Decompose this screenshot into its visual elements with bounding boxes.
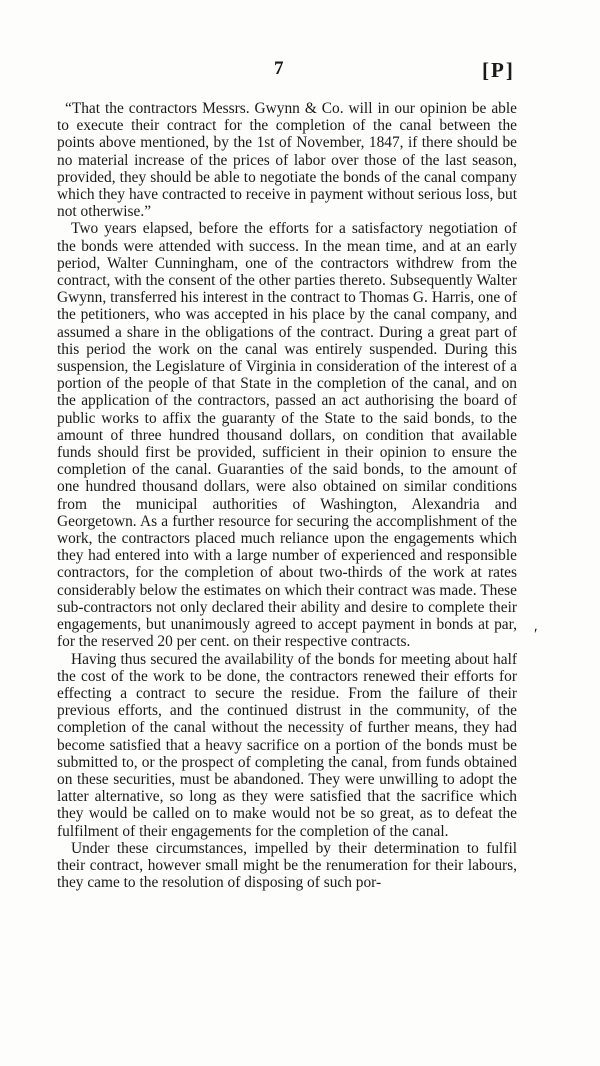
quoted-paragraph: “That the contractors Messrs. Gwynn & Co. will in our opinion be able to execute their contract for the completion of the canal between the points above mentioned, by the 1st of November, 1847, if there should be no material increase of the prices of labor over those of the last season, provided, they should be able to negotiate the bonds of the canal company which they have contracted to receive in payment without serious loss, but not otherwise.” [57,100,517,221]
margin-mark: ʹ [534,626,538,643]
page-number: 7 [274,58,284,79]
paragraph: Having thus secured the availability of the bonds for meeting about half the cost of the work to be done, the contractors renewed their efforts for effecting a contract to secure the residue. From the failure of their previous efforts, and the continued distrust in the community, of the completion of the canal without the necessity of further means, they had become satisfied that a heavy sacrifice on a portion of the bonds must be submitted to, or the prospect of completing the canal, from funds obtained on these securities, must be abandoned. They were unwilling to adopt the latter alternative, so long as they were satisfied that the sacrifice which they would be called on to make would not be so great, as to defeat the fulfilment of their engagements for the completion of the canal. [57,650,517,840]
paragraph: Two years elapsed, before the efforts for a satisfactory negotiation of the bonds were attended with success. In the mean time, and at an early period, Walter Cunningham, one of the contractors withdrew from the contract, with the consent of the other parties thereto. Subsequently Walter Gwynn, transferred his interest in the contract to Thomas G. Harris, one of the petitioners, who was accepted in his place by the canal company, and assumed a share in the obligations of the contract. During a great part of this period the work on the canal was entirely suspended. During this suspension, the Legislature of Virginia in consideration of the interest of a portion of the people of that State in the completion of the canal, and on the application of the contractors, passed an act authorising the board of public works to affix the guaranty of the State to the said bonds, to the amount of three hundred thousand dollars, on condition that available funds should first be provided, sufficient in their opinion to ensure the completion of the canal. Guaranties of the said bonds, to the amount of one hundred thousand dollars, were also obtained on similar conditions from the municipal authorities of Washington, Alexandria and Georgetown. As a further resource for securing the accomplishment of the work, the contractors placed much reliance upon the engagements which they had entered into with a large number of experienced and responsible contractors, for the completion of about two-thirds of the work at rates considerably below the estimates on which their contract was made. These sub-contractors not only declared their ability and desire to complete their engagements, but unanimously agreed to accept payment in bonds at par, for the reserved 20 per cent. on their respective contracts. [57,220,517,651]
body-text [57,100,517,891]
paragraph: Under these circumstances, impelled by their determination to fulfil their contract, however small might be the renumeration for their labours, they came to the resolution of disposing of such por- [57,839,517,892]
page-header [0,58,600,88]
document-mark: [P] [482,58,515,82]
